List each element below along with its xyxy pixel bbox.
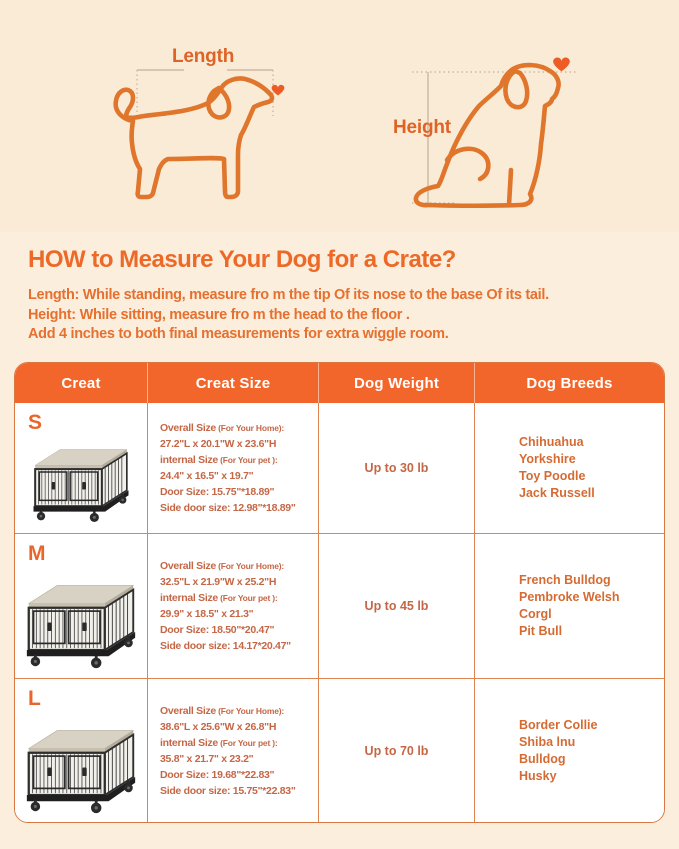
dim-text: Door Size: 18.50"*20.47" [160, 624, 275, 636]
dim-note: (For Your Home): [215, 706, 284, 716]
breed-name: Border Collie [519, 718, 598, 732]
standing-dog-illustration [105, 45, 295, 205]
dim-note: (For Your Home): [215, 561, 284, 571]
dim-text: internal Size [160, 737, 218, 749]
dog-weight-cell [319, 679, 475, 823]
instruction-wiggle-room: Add 4 inches to both final measurements for extra wiggle room. [28, 326, 449, 342]
crate-cell [15, 679, 148, 823]
breed-name: Pit Bull [519, 624, 563, 638]
dog-weight-cell [319, 403, 475, 533]
table-row-large [15, 679, 664, 823]
dim-text: Overall Size [160, 705, 216, 717]
table-row-small [15, 403, 664, 534]
breed-name: Corgl [519, 607, 552, 621]
heart-icon [553, 57, 570, 71]
dim-text: Side door size: 14.17*20.47" [160, 640, 291, 652]
dim-text: 32.5"L x 21.9"W x 25.2"H [160, 576, 277, 588]
measurement-illustration-section [0, 0, 679, 232]
breed-name: Husky [519, 769, 557, 783]
crate-photo-large [24, 719, 138, 816]
header-dog-weight: Dog Weight [319, 363, 475, 403]
breed-name: Pembroke Welsh [519, 590, 620, 604]
crate-photo-medium [24, 574, 138, 671]
dim-text: Overall Size [160, 422, 216, 434]
dim-text: Overall Size [160, 560, 216, 572]
dog-breeds-cell [475, 679, 664, 823]
measuring-instructions [28, 286, 549, 345]
header-creat: Creat [15, 363, 148, 403]
crate-size-cell [148, 534, 319, 678]
weight-text: Up to 30 lb [364, 461, 429, 475]
crate-cell [15, 534, 148, 678]
dim-text: internal Size [160, 454, 218, 466]
size-letter: L [28, 687, 41, 710]
dim-note: (For Your Home): [215, 423, 284, 433]
breed-name: Chihuahua [519, 435, 584, 449]
page-title: HOW to Measure Your Dog for a Crate? [28, 246, 456, 273]
table-header-row [15, 363, 664, 403]
dim-text: 27.2"L x 20.1"W x 23.6"H [160, 438, 277, 450]
length-label: Length [172, 46, 235, 67]
crate-photo-small [31, 438, 131, 526]
crate-size-cell [148, 679, 319, 823]
crate-cell [15, 403, 148, 533]
dog-breeds-cell [475, 403, 664, 533]
instruction-length: Length: While standing, measure fro m the tip Of its nose to the base Of its tail. [28, 287, 549, 303]
dog-breeds-cell [475, 534, 664, 678]
breed-name: Shiba lnu [519, 735, 576, 749]
header-dog-breeds: Dog Breeds [526, 374, 613, 392]
breed-name: Jack Russell [519, 486, 595, 500]
header-creat-size: Creat Size [148, 363, 319, 403]
table-row-medium [15, 534, 664, 679]
dim-note: (For Your pet ): [217, 738, 278, 748]
breed-name: Yorkshire [519, 452, 576, 466]
size-letter: M [28, 542, 46, 565]
weight-text: Up to 70 lb [364, 744, 429, 758]
size-letter: S [28, 411, 43, 434]
dog-weight-cell [319, 534, 475, 678]
dim-text: 24.4" x 16.5" x 19.7" [160, 470, 254, 482]
weight-text: Up to 45 lb [364, 599, 429, 613]
dim-text: 38.6"L x 25.6"W x 26.8"H [160, 721, 277, 733]
dim-note: (For Your pet ): [217, 455, 278, 465]
height-label: Height [393, 117, 451, 138]
breed-name: French Bulldog [519, 573, 611, 587]
dim-text: Door Size: 19.68"*22.83" [160, 769, 275, 781]
dim-text: Door Size: 15.75"*18.89" [160, 486, 275, 498]
dim-text: Side door size: 12.98"*18.89" [160, 502, 296, 514]
instruction-height: Height: While sitting, measure fro m the head to the floor . [28, 306, 410, 323]
dim-text: 29.9" x 18.5" x 21.3" [160, 608, 254, 620]
dim-text: internal Size [160, 592, 218, 604]
dim-note: (For Your pet ): [217, 593, 278, 603]
dim-text: 35.8" x 21.7" x 23.2" [160, 753, 254, 765]
dim-text: Side door size: 15.75"*22.83" [160, 785, 296, 797]
breed-name: Bulldog [519, 752, 566, 766]
breed-name: Toy Poodle [519, 469, 586, 483]
crate-size-table [14, 362, 665, 823]
crate-size-cell [148, 403, 319, 533]
